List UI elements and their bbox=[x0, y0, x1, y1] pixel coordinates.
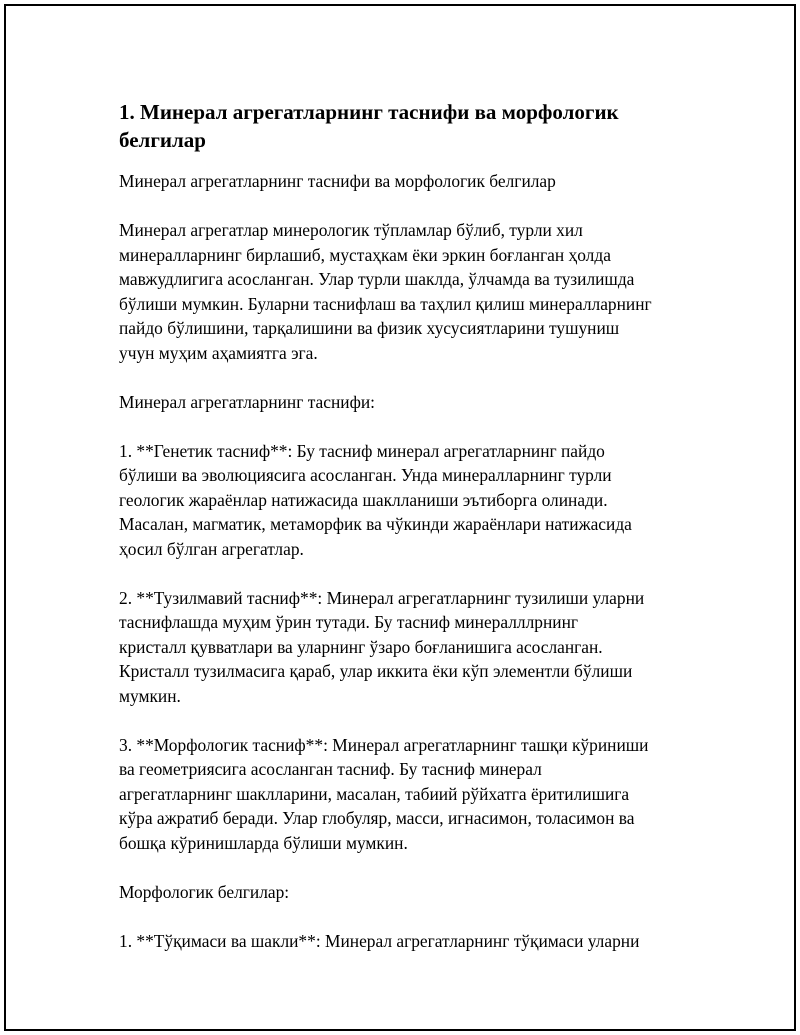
genetic-classification-paragraph: 1. **Генетик тасниф**: Бу тасниф минерал агрегатларнинг пайдо бўлиши ва эволюциясига асосланган. Унда минералларнинг турли геологик жараёнлар натижасида шаклланиши эътиборга олинади. Масалан, магматик, метаморфик ва чўкинди жараёнлари натижасида ҳосил бўлган агрегатлар. bbox=[119, 440, 632, 559]
intro-paragraph: Минерал агрегатлар минерологик тўпламлар бўлиб, турли хил минералларнинг бирлашиб, мустаҳкам ёки эркин боғланган ҳолда мавжудлигига асосланган. Улар турли шаклда, ўлчамда ва тузилишда бўлиши мумкин. Буларни таснифлаш ва таҳлил қилиш минералларнинг пайдо бўлишини, тарқалишини ва физик хусусиятларини тушуниш учун муҳим аҳамиятга эга. bbox=[119, 220, 652, 363]
morphological-classification-paragraph: 3. **Морфологик тасниф**: Минерал агрегатларнинг ташқи кўриниши ва геометриясига асосланган тасниф. Бу тасниф минерал агрегатларнинг шаклларини, масалан, табиий рўйхатга ёритилишига кўра ажратиб беради. Улар глобуляр, масси, игнасимон, толасимон ва бошқа кўринишларда бўлиши мумкин. bbox=[119, 734, 649, 853]
texture-shape-paragraph: 1. **Тўқимаси ва шакли**: Минерал агрегатларнинг тўқимаси уларни bbox=[119, 930, 640, 951]
subtitle-paragraph: Минерал агрегатларнинг таснифи ва морфологик белгилар bbox=[119, 171, 556, 191]
classification-label: Минерал агрегатларнинг таснифи: bbox=[119, 391, 375, 412]
document-page bbox=[4, 4, 796, 1031]
document-heading: 1. Минерал агрегатларнинг таснифи ва морфологик белгилар bbox=[119, 100, 619, 152]
document-content bbox=[119, 98, 699, 978]
structural-classification-paragraph: 2. **Тузилмавий тасниф**: Минерал агрегатларнинг тузилиши уларни таснифлашда муҳим ўрин тутади. Бу тасниф минералллрнинг кристалл қувватлари ва уларнинг ўзаро боғланишига асосланган. Кристалл тузилмасига қараб, улар иккита ёки кўп элементли бўлиши мумкин. bbox=[119, 587, 645, 706]
morphological-features-label: Морфологик белгилар: bbox=[119, 881, 290, 902]
